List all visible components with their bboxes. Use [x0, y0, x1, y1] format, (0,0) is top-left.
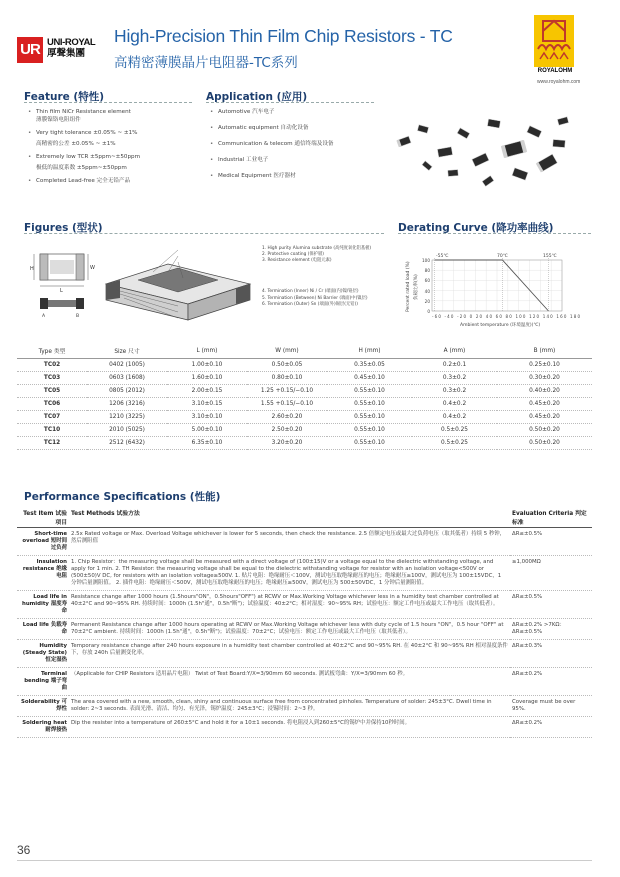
criteria-cell: ΔR≤±0.2%: [510, 668, 592, 696]
test-item-cell: Load life in humidity 湿度寿命: [17, 591, 69, 619]
col-header-item: Test Item 试验项目: [17, 507, 69, 528]
table-row: [17, 717, 592, 738]
table-row: [17, 358, 592, 371]
value-cell: 2010 (5025): [87, 423, 167, 436]
table-header-row: [17, 344, 592, 358]
table-row: [17, 668, 592, 696]
table-row: [17, 556, 592, 591]
brand-en: UNI-ROYAL: [47, 37, 96, 48]
value-cell: 0.50±0.05: [247, 358, 327, 371]
criteria-cell: ΔR≤±0.2% >7KΩ：ΔR≤±0.5%: [510, 619, 592, 640]
value-cell: 2.60±0.20: [247, 410, 327, 423]
test-item-cell: Terminal bending 端子弯曲: [17, 668, 69, 696]
value-cell: 0.40±0.20: [497, 384, 592, 397]
royalohm-name: ROYALOHM: [537, 68, 573, 74]
criteria-cell: ≥1,000MΩ: [510, 556, 592, 591]
derating-line: [435, 260, 549, 311]
col-header: B (mm): [497, 344, 592, 358]
value-cell: 0.55±0.10: [327, 436, 412, 449]
table-row: [17, 591, 592, 619]
value-cell: 2512 (6432): [87, 436, 167, 449]
col-header: L (mm): [167, 344, 247, 358]
dimensions-table: [17, 344, 592, 450]
value-cell: 2.00±0.15: [167, 384, 247, 397]
table-header-row: [17, 507, 592, 528]
table-row: [17, 410, 592, 423]
performance-table: [17, 507, 592, 738]
value-cell: 0.30±0.20: [497, 371, 592, 384]
type-cell: TC05: [17, 384, 87, 397]
value-cell: 1.00±0.10: [167, 358, 247, 371]
value-cell: 0.55±0.10: [327, 410, 412, 423]
layer-label: 6. Termination (Outer) Sn (端面(外)锡层(无铅)): [262, 302, 358, 307]
derating-divider: [398, 233, 591, 234]
layer-labels-top: [262, 246, 397, 264]
value-cell: 0.50±0.20: [497, 423, 592, 436]
test-method-cell: The area covered with a new, smooth, clean, shiny and continuous surface free from concentrated pinholes. Temperature of solder: 245±3°C. Dwell time in solder: 2~3 seconds. 表面光滑、清洁、均匀、有光泽，锡炉温度：245±3°C；浸锡时间：2~3 秒。: [69, 696, 510, 717]
value-cell: 0.55±0.10: [327, 384, 412, 397]
x-axis-label: Ambient temperature (环境温度)(℃): [460, 323, 541, 328]
test-method-cell: 2.5x Rated voltage or Max. Overload Voltage whichever is lower for 5 seconds, then check the resistance. 2.5 倍额定电压或最大过负荷电压（取其低者）持续 5 秒钟，然后测阻值: [69, 528, 510, 556]
value-cell: 0.45±0.20: [497, 397, 592, 410]
application-heading: Application (应用): [206, 91, 308, 103]
feature-item: • Very tight tolerance ±0.05% ~ ±1% 高精密的公差 ±0.05% ~ ±1%: [28, 129, 193, 148]
feature-divider: [24, 102, 192, 103]
derating-heading: Derating Curve (降功率曲线): [398, 222, 554, 234]
page-number: 36: [17, 843, 31, 857]
col-header: A (mm): [412, 344, 497, 358]
feature-item: • Completed Lead-free 完全无铅产品: [28, 177, 193, 185]
footer-rule: [17, 860, 592, 861]
test-method-cell: （Applicable for CHIP Resistors 适用晶片电阻） Twist of Test Board:Y/X=3/90mm 60 seconds. 测试板弯曲：Y/X=3/90mm 60 秒。: [69, 668, 510, 696]
col-header-eval: Evaluation Criteria 判定标准: [510, 507, 592, 528]
value-cell: 0.5±0.25: [412, 436, 497, 449]
application-item: • Automatic equipment 自动化设备: [210, 124, 375, 132]
layer-label: 5. Termination (Between) Ni Barrier (端面(中)镍层): [262, 295, 368, 301]
application-list: [210, 108, 375, 180]
type-cell: TC07: [17, 410, 87, 423]
y-axis-label-cn: 负载比率(%): [414, 274, 419, 300]
value-cell: 0.35±0.05: [327, 358, 412, 371]
page-subtitle: 高精密薄膜晶片电阻器-TC系列: [114, 55, 298, 71]
y-tick: 0: [427, 309, 430, 314]
dim-label-h: H: [30, 266, 34, 272]
test-item-cell: Soldering heat 耐焊接热: [17, 717, 69, 738]
col-header: H (mm): [327, 344, 412, 358]
test-method-cell: Dip the resister into a temperature of 260±5°C and hold it for a 10±1 seconds. 将电阻浸入到260±5°C的锡炉中并保持10秒时间。: [69, 717, 510, 738]
y-axis-label: Percent rated load (%): [406, 261, 411, 312]
value-cell: 5.00±0.10: [167, 423, 247, 436]
table-row: [17, 384, 592, 397]
table-row: [17, 423, 592, 436]
value-cell: 1206 (3216): [87, 397, 167, 410]
royalohm-url: www.royalohm.com: [537, 79, 581, 85]
dim-label-w: W: [90, 265, 95, 271]
value-cell: 1.60±0.10: [167, 371, 247, 384]
type-cell: TC10: [17, 423, 87, 436]
y-tick: 20: [424, 299, 430, 304]
x-ticks: -60 -40 -20 0 20 40 60 80 100 120 140 160 180: [432, 314, 580, 319]
y-tick: 80: [424, 268, 430, 273]
derating-chart: [400, 248, 595, 338]
value-cell: 1210 (3225): [87, 410, 167, 423]
value-cell: 0603 (1608): [87, 371, 167, 384]
dim-label-b: B: [76, 314, 80, 319]
test-item-cell: Load life 负载寿命: [17, 619, 69, 640]
value-cell: 0.5±0.25: [412, 423, 497, 436]
value-cell: 0.45±0.20: [497, 410, 592, 423]
col-header: Type 类型: [17, 344, 87, 358]
feature-item: • Thin film NiCr Resistance element 薄膜镍铬电阻组件: [28, 108, 193, 124]
value-cell: 2.50±0.20: [247, 423, 327, 436]
marker-label-low: -55℃: [436, 254, 449, 259]
application-item: • Industrial 工业电子: [210, 156, 375, 164]
value-cell: 0.55±0.10: [327, 423, 412, 436]
royalohm-logo: [534, 15, 574, 67]
layer-label: 1. High purity Alumina substrate (高纯度氧化铝基板): [262, 246, 372, 251]
y-tick: 60: [424, 278, 430, 283]
type-cell: TC03: [17, 371, 87, 384]
col-header: W (mm): [247, 344, 327, 358]
value-cell: 0.2±0.1: [412, 358, 497, 371]
value-cell: 1.25 +0.15/−0.10: [247, 384, 327, 397]
figures-heading: Figures (型状): [24, 222, 103, 234]
feature-heading: Feature (特性): [24, 91, 105, 103]
marker-label-knee: 70℃: [497, 254, 508, 259]
y-tick: 100: [422, 258, 430, 263]
type-cell: TC12: [17, 436, 87, 449]
value-cell: 0.3±0.2: [412, 384, 497, 397]
resistor-figure: [28, 242, 258, 332]
value-cell: 1.55 +0.15/−0.10: [247, 397, 327, 410]
layer-label: 3. Resistance element (电阻元素): [262, 258, 332, 263]
table-row: [17, 436, 592, 449]
criteria-cell: ΔR≤±0.5%: [510, 591, 592, 619]
table-row: [17, 640, 592, 668]
table-row: [17, 397, 592, 410]
test-item-cell: Humidity (Steady State) 恒定湿热: [17, 640, 69, 668]
value-cell: 6.35±0.10: [167, 436, 247, 449]
criteria-cell: Coverage must be over 95%.: [510, 696, 592, 717]
application-item: • Medical Equipment 医疗器材: [210, 172, 375, 180]
value-cell: 0805 (2012): [87, 384, 167, 397]
table-row: [17, 371, 592, 384]
y-tick: 40: [424, 289, 430, 294]
criteria-cell: ΔR≤±0.2%: [510, 717, 592, 738]
criteria-cell: ΔR≤±0.5%: [510, 528, 592, 556]
marker-label-high: 155℃: [543, 254, 557, 259]
value-cell: 0.4±0.2: [412, 397, 497, 410]
table-row: [17, 619, 592, 640]
feature-item: • Extremely low TCR ±5ppm~±50ppm 极低的温度系数 ±5ppm~±50ppm: [28, 153, 193, 172]
test-item-cell: Solderability 可焊性: [17, 696, 69, 717]
value-cell: 3.10±0.10: [167, 410, 247, 423]
table-row: [17, 528, 592, 556]
uniroyal-logo: [47, 37, 95, 59]
application-item: • Automotive 汽车电子: [210, 108, 375, 116]
application-divider: [206, 102, 374, 103]
dim-label-a: A: [42, 314, 46, 319]
test-item-cell: Insulation resistance 绝缘电阻: [17, 556, 69, 591]
value-cell: 0.3±0.2: [412, 371, 497, 384]
test-method-cell: Permanent Resistance change after 1000 hours operating at RCWV or Max.Working Voltage whichever less with duty cycle of 1.5 hours "ON"，0.5 hour "OFF" at 70±2°C ambient. 持续时间：1000h (1.5h"通"，0.5h"断")；试验温度：70±2°C；试验电压：额定工作电压或最大工作电压（取其低者）。: [69, 619, 510, 640]
chart-grid: [432, 260, 562, 311]
value-cell: 3.20±0.20: [247, 436, 327, 449]
brand-cn: 厚聲集團: [47, 48, 86, 59]
feature-list: [28, 108, 193, 185]
ur-logo: UR: [17, 37, 43, 63]
product-photo: [388, 108, 576, 193]
figures-divider: [24, 233, 384, 234]
value-cell: 0402 (1005): [87, 358, 167, 371]
layer-label: 4. Termination (Inner) Ni / Cr (端面(内)镍/铬层): [262, 289, 359, 294]
value-cell: 0.50±0.20: [497, 436, 592, 449]
type-cell: TC02: [17, 358, 87, 371]
table-row: [17, 696, 592, 717]
layer-label: 2. Protective coating (保护層): [262, 252, 324, 257]
test-item-cell: Short-time overload 短时间过负荷: [17, 528, 69, 556]
performance-heading: Performance Specifications (性能): [24, 491, 221, 503]
test-method-cell: Temporary resistance change after 240 hours exposure in a humidity test chamber controlled at 40±2°C and 90~95% RH. 在 40±2°C 和 90~95% RH 相对湿度条件下，存放 240h 后量测变化率。: [69, 640, 510, 668]
criteria-cell: ΔR≤±0.3%: [510, 640, 592, 668]
value-cell: 0.45±0.10: [327, 371, 412, 384]
col-header-method: Test Methods 试验方法: [69, 507, 510, 528]
value-cell: 0.4±0.2: [412, 410, 497, 423]
layer-labels-bottom: [262, 289, 397, 309]
value-cell: 3.10±0.15: [167, 397, 247, 410]
value-cell: 0.55±0.10: [327, 397, 412, 410]
value-cell: 0.25±0.10: [497, 358, 592, 371]
col-header: Size 尺寸: [87, 344, 167, 358]
test-method-cell: 1. Chip Resistor：the measuring voltage shall be measured with a direct voltage of (100±15)V or a voltage equal to the dielectric withstanding voltage, and apply for 1 min. 2. TH Resistor: the measuring voltage shall be equal to the dielectric withstanding voltage for resistor with an isolation voltage<500V or (500±50)V DC, for resistors with an isolation voltage≥500V. 1. 贴片电阻：绝缘耐压＜100V，测试电压取绝缘耐压的电压；绝缘耐压≥100V，测试电压为 100±15VDC，1 分钟后量测阻值。 2. 插件电阻：绝缘耐压＜500V，测试电压取绝缘耐压的电压；绝缘耐压≥500V，测试电压为 500±50VDC，1 分钟后量测阻值。: [69, 556, 510, 591]
type-cell: TC06: [17, 397, 87, 410]
dim-label-l: L: [60, 288, 63, 294]
application-item: • Communication & telecom 通信终端及设备: [210, 140, 375, 148]
page-title: High-Precision Thin Film Chip Resistors - TC: [114, 26, 453, 46]
value-cell: 0.80±0.10: [247, 371, 327, 384]
test-method-cell: Resistance change after 1000 hours (1.5hours"ON"，0.5hours"OFF") at RCWV or Max.Working Voltage whichever less in a humidity test chamber controlled at 40±2°C and 90~95% RH. 持续时间：1000h (1.5h"通"，0.5h"断")；试验温度：40±2°C；相对湿度：90~95% RH；试验电压：额定工作电压或最大工作电压（取其低者）。: [69, 591, 510, 619]
